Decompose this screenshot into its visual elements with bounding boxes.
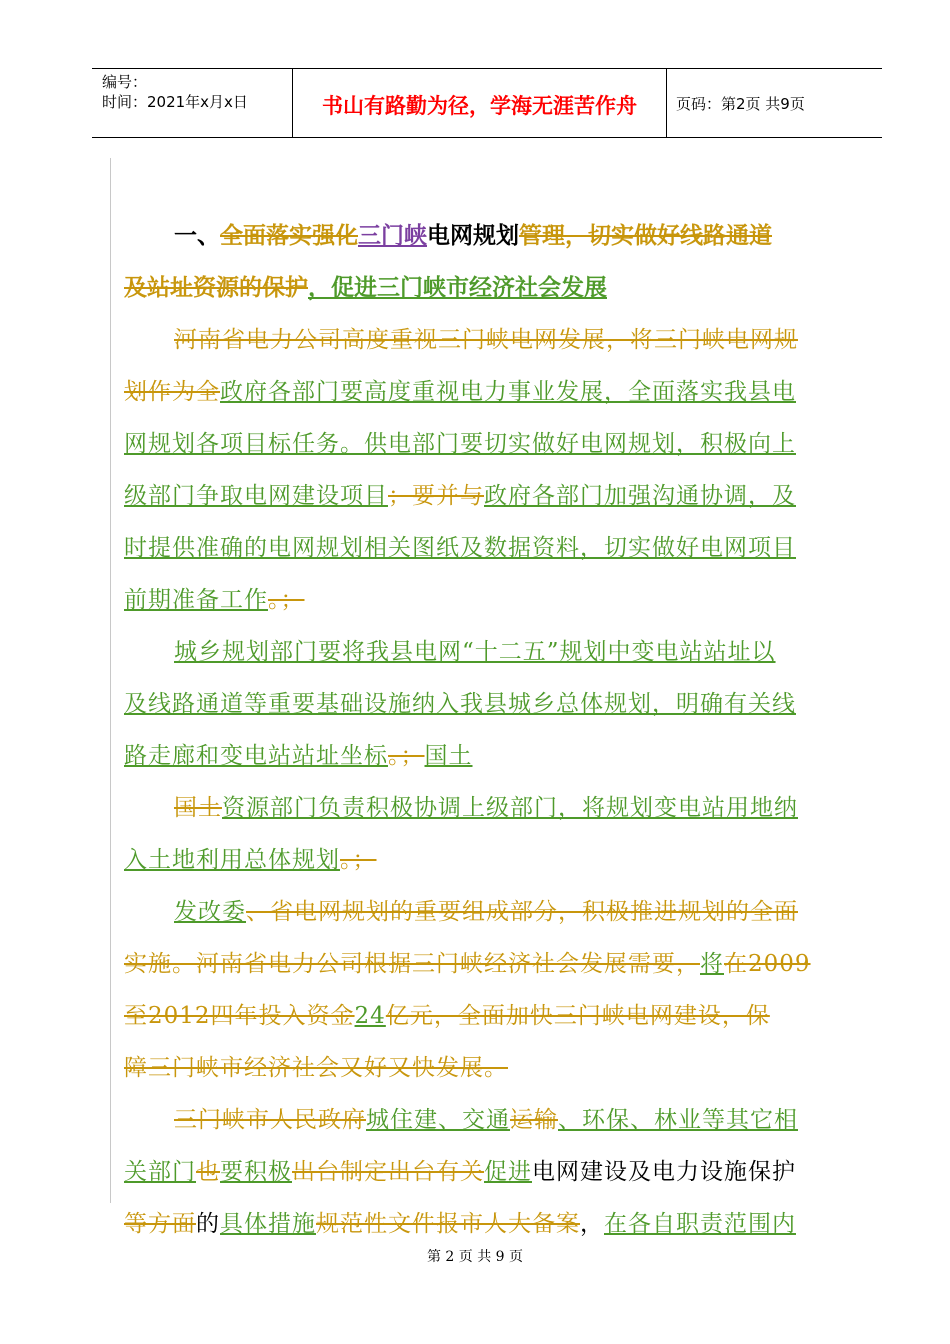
deleted-text: 三门峡市人民政府 xyxy=(174,1107,366,1133)
inserted-text: 级部门争取电网建设项目 xyxy=(124,483,388,509)
inserted-text: 国土 xyxy=(424,743,473,769)
deleted-text: 等方面 xyxy=(124,1211,196,1237)
inserted-text: 供电部门要切实做好电网规划，积极向上 xyxy=(364,431,796,457)
text-line xyxy=(124,938,850,990)
deleted-text: 。； xyxy=(388,743,425,769)
text-line xyxy=(124,314,850,366)
deleted-text: 规范性文件报市人大备案 xyxy=(316,1211,580,1237)
header-motto: 书山有路勤为径，学海无涯苦作舟 xyxy=(322,94,637,118)
inserted-text: 城 xyxy=(366,1107,390,1133)
deleted-text: 全面落实强化 xyxy=(220,223,358,249)
plain-text: ， xyxy=(580,1211,604,1237)
inserted-text: 具体措施 xyxy=(220,1211,316,1237)
plain-text: 电网规划 xyxy=(427,223,519,249)
deleted-text: 至2012四年投入资金 xyxy=(124,1003,355,1029)
deleted-text: 河南省电力公司高度重视三门峡电网发展，将三门峡电网规 xyxy=(174,327,798,353)
deleted-text: 在2009 xyxy=(724,951,811,977)
inserted-text: 时提供准确的电网规划相关图纸及数据资料，切实做好电网项目 xyxy=(124,535,796,561)
plain-text: 一、 xyxy=(174,223,220,249)
header-motto-cell xyxy=(292,69,667,137)
deleted-text: 障三门峡市经济社会又好又快发展。 xyxy=(124,1055,508,1081)
text-line xyxy=(124,1198,850,1250)
moved-text: 三门峡 xyxy=(358,223,427,249)
inserted-text: 入土地利用总体规划 xyxy=(124,847,340,873)
plain-text: 的 xyxy=(196,1211,220,1237)
deleted-text: 划作为全 xyxy=(124,379,220,405)
inserted-text: 及线路通道等重要基础设施纳入我县城乡总体规划，明确有关线 xyxy=(124,691,796,717)
revision-margin-line xyxy=(110,158,111,1203)
text-line xyxy=(124,1042,850,1094)
header-page-info: 页码：第2页 共9页 xyxy=(676,95,805,113)
deleted-text: 。； xyxy=(340,847,377,873)
deleted-text: 、省电网规划的重要组成部分，积极推进规划的全面 xyxy=(246,899,798,925)
inserted-text: 促进 xyxy=(484,1159,532,1185)
inserted-text: 要积极 xyxy=(220,1159,292,1185)
deleted-text: 亿元，全面加快三门峡电网建设，保 xyxy=(385,1003,770,1029)
deleted-text: 也 xyxy=(196,1159,220,1185)
deleted-text: 国土 xyxy=(174,795,222,821)
deleted-text: ；要并与 xyxy=(388,483,484,509)
deleted-text: 运输 xyxy=(510,1107,558,1133)
header-meta-cell xyxy=(92,69,292,137)
deleted-text: 及站址资源的保护 xyxy=(124,275,308,301)
inserted-text: 24 xyxy=(354,1003,386,1029)
inserted-text: 城乡规划部门要将我县电网“十二五”规划中变电站站址以 xyxy=(174,639,776,665)
plain-text: 电网建设及电力设施保护 xyxy=(532,1159,796,1185)
text-line xyxy=(124,990,850,1042)
text-line xyxy=(124,1094,850,1146)
serial-number-label: 编号： xyxy=(102,73,148,91)
heading-line xyxy=(124,210,850,262)
inserted-text: 资源部门负责积极协调上级部门，将规划变电站用地纳 xyxy=(222,795,798,821)
deleted-text: 管理，切实做好线路通道 xyxy=(519,223,772,249)
text-line xyxy=(124,470,850,522)
text-line xyxy=(124,886,850,938)
page-footer: 第 2 页 共 9 页 xyxy=(426,1249,524,1265)
inserted-text: 政府各部门要高度重视电力事业发展，全面落实我县电 xyxy=(220,379,796,405)
header-page-cell xyxy=(666,69,882,137)
inserted-text: 、环保、林业等其它相 xyxy=(558,1107,798,1133)
inserted-text: 发改委 xyxy=(174,899,246,925)
deleted-text: 出台制定出台有关 xyxy=(292,1159,484,1185)
text-line xyxy=(124,782,850,834)
inserted-text: 各部门加强沟通协调，及 xyxy=(532,483,796,509)
inserted-text: 路走廊和变电站站址坐标 xyxy=(124,743,388,769)
deleted-text: 。； xyxy=(268,587,305,613)
inserted-text: 关部门 xyxy=(124,1159,196,1185)
text-line xyxy=(124,626,850,678)
text-line xyxy=(124,834,850,886)
text-line xyxy=(124,418,850,470)
text-line xyxy=(124,1146,850,1198)
inserted-text: 前期准备工作 xyxy=(124,587,268,613)
inserted-text: 在各自职责范围内 xyxy=(604,1211,796,1237)
inserted-text: 将 xyxy=(700,951,724,977)
text-line xyxy=(124,366,850,418)
time-label: 时间：2021年x月x日 xyxy=(102,93,248,111)
heading-line xyxy=(124,262,850,314)
text-line xyxy=(124,522,850,574)
document-body xyxy=(124,210,850,1250)
deleted-text: 实施。河南省电力公司根据三门峡经济社会发展需要， xyxy=(124,951,700,977)
inserted-text: 住建、交通 xyxy=(390,1107,510,1133)
inserted-text: ，促进三门峡市经济社会发展 xyxy=(308,275,607,301)
inserted-text: 网规划各项目标任务。 xyxy=(124,431,364,457)
text-line xyxy=(124,574,850,626)
page-header xyxy=(92,68,882,138)
text-line xyxy=(124,678,850,730)
inserted-text: 政府 xyxy=(484,483,532,509)
text-line xyxy=(124,730,850,782)
